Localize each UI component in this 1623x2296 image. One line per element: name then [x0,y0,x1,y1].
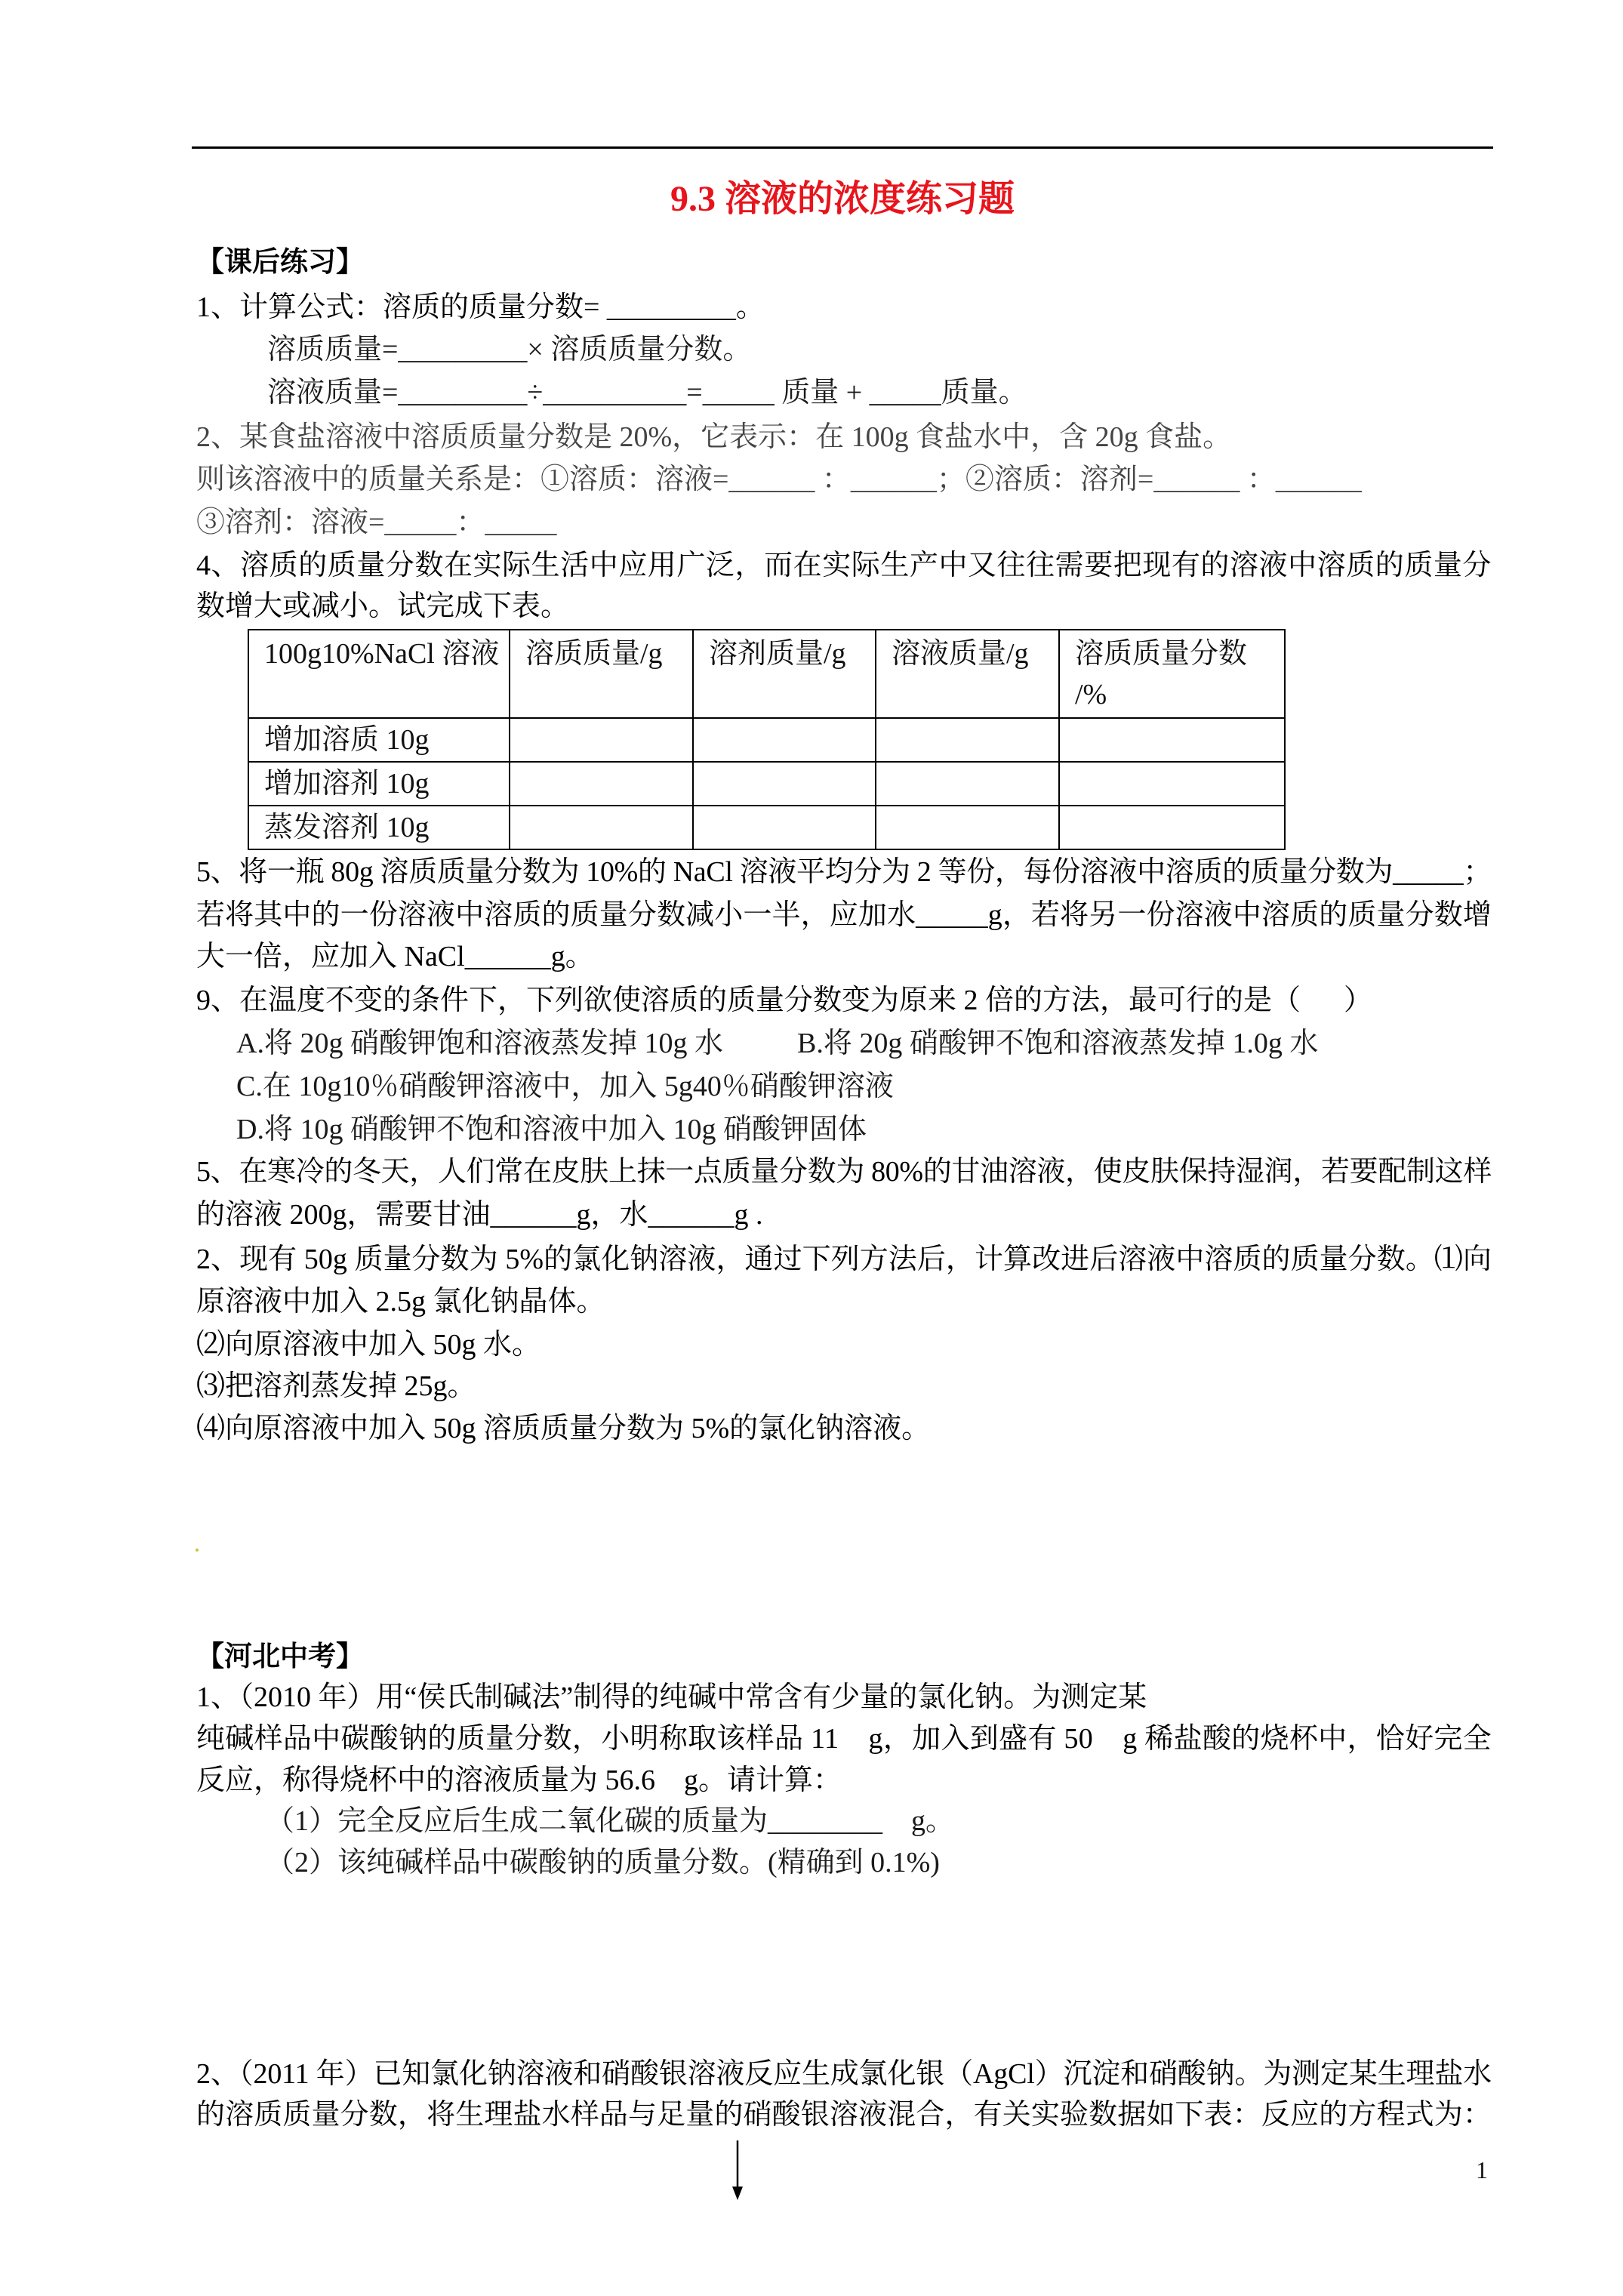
table-cell-empty [693,718,876,762]
table-cell-empty [693,806,876,849]
table-cell-empty [1059,806,1285,849]
q2-statement-line: 2、某食盐溶液中溶质质量分数是 20%，它表示：在 100g 食盐水中，含 20g 食盐。 [196,421,1232,453]
q2-nacl-line-2: 原溶液中加入 2.5g 氯化钠晶体。 [196,1286,605,1318]
row-label: 增加溶质 10g [264,724,430,756]
hebei-q1-line-1: 1、（2010 年）用“侯氏制碱法”制得的纯碱中常含有少量的氯化钠。为测定某 [196,1681,1147,1713]
hebei-q1-sub-2: （2）该纯碱样品中碳酸钠的质量分数。(精确到 0.1%) [266,1847,940,1878]
page-title: 9.3 溶液的浓度练习题 [670,179,1015,219]
row-label: 蒸发溶剂 10g [264,812,430,843]
q9-option-d: D.将 10g 硝酸钾不饱和溶液中加入 10g 硝酸钾固体 [236,1114,867,1145]
table-cell-empty [510,806,693,849]
q2-nacl-line-1: 2、现有 50g 质量分数为 5%的氯化钠溶液，通过下列方法后，计算改进后溶液中溶质的质量分数。⑴向 [196,1244,1492,1275]
hebei-q1-line-2: 纯碱样品中碳酸钠的质量分数，小明称取该样品 11 g，加入到盛有 50 g 稀盐酸的烧杯中，恰好完全 [196,1723,1492,1755]
q2-nacl-method-4: ⑷向原溶液中加入 50g 溶质质量分数为 5%的氯化钠溶液。 [196,1413,931,1444]
table-header-cell [693,630,876,718]
q5-glycerin-line-1: 5、在寒冷的冬天，人们常在皮肤上抹一点质量分数为 80%的甘油溶液，使皮肤保持湿润，若要配制这样 [196,1156,1492,1188]
table-cell-empty [876,762,1059,806]
section-heading-hebei-exam: 【河北中考】 [196,1641,364,1672]
table-header-cell [876,630,1059,718]
q1-solution-mass-line: 溶液质量=_________÷__________=_____ 质量 + _____质量。 [267,377,1027,408]
table-header-cell [1059,630,1285,718]
q2-ratio-line-1: 则该溶液中的质量关系是：①溶质：溶液=______ ：______；②溶质：溶剂=______ ：______ [196,464,1362,495]
table-row [248,718,1285,762]
q5-split-line-2: 若将其中的一份溶液中溶质的质量分数减小一半，应加水_____g，若将另一份溶液中溶质的质量分数增 [196,899,1492,931]
q2-ratio-line-2: ③溶剂：溶液=_____：_____ [196,507,557,538]
table-row [248,806,1285,849]
q9-option-b: B.将 20g 硝酸钾不饱和溶液蒸发掉 1.0g 水 [797,1028,1319,1059]
header-solvent-mass: 溶剂质量/g [709,638,846,670]
hebei-q1-line-3: 反应，称得烧杯中的溶液质量为 56.6 g。请计算： [196,1764,842,1796]
table-cell-empty [876,718,1059,762]
table-cell-empty [510,762,693,806]
section-heading-after-class: 【课后练习】 [196,247,364,278]
q9-stem: 9、在温度不变的条件下，下列欲使溶质的质量分数变为原来 2 倍的方法，最可行的是（ ） [196,985,1373,1016]
q4-text-line-2: 数增大或减小。试完成下表。 [196,590,570,622]
header-solution-mass: 溶液质量/g [892,638,1029,670]
table-cell-empty [1059,718,1285,762]
hebei-q2-line-2: 的溶质质量分数，将生理盐水样品与足量的硝酸银溶液混合，有关实验数据如下表：反应的方程式为： [196,2099,1492,2131]
stray-dot [196,1549,199,1552]
table-cell-empty [510,718,693,762]
table-header-cell [510,630,693,718]
table-header-row [248,630,1285,718]
q4-answer-table [248,629,1286,850]
header-solution-label: 100g10%NaCl 溶液 [264,638,500,670]
table-row-label-cell [248,806,510,849]
q2-nacl-method-2: ⑵向原溶液中加入 50g 水。 [196,1329,541,1361]
page-number: 1 [1476,2156,1488,2184]
q9-option-a: A.将 20g 硝酸钾饱和溶液蒸发掉 10g 水 [236,1028,723,1059]
q1-solute-mass-line: 溶质质量=_________× 溶质质量分数。 [267,334,752,365]
header-mass-fraction: 溶质质量分数 /% [1075,638,1248,710]
header-solute-mass: 溶质质量/g [525,638,663,670]
down-arrow-icon [728,2137,747,2205]
table-row-label-cell [248,718,510,762]
table-row-label-cell [248,762,510,806]
q4-text-line-1: 4、溶质的质量分数在实际生活中应用广泛，而在实际生产中又往往需要把现有的溶液中溶质的质量分 [196,550,1492,581]
table-cell-empty [1059,762,1285,806]
table-header-cell [248,630,510,718]
q9-option-c: C.在 10g10％硝酸钾溶液中，加入 5g40％硝酸钾溶液 [236,1071,894,1102]
header-rule [192,146,1493,149]
table-row [248,762,1285,806]
q5-glycerin-line-2: 的溶液 200g，需要甘油______g，水______g . [196,1199,763,1231]
row-label: 增加溶剂 10g [264,768,430,800]
q5-split-line-1: 5、将一瓶 80g 溶质质量分数为 10%的 NaCl 溶液平均分为 2 等份，每份溶液中溶质的质量分数为_____； [196,856,1492,888]
hebei-q1-sub-1: （1）完全反应后生成二氧化碳的质量为________ g。 [266,1805,955,1837]
hebei-q2-line-1: 2、（2011 年）已知氯化钠溶液和硝酸银溶液反应生成氯化银（AgCl）沉淀和硝酸钠。为测定某生理盐水 [196,2058,1492,2090]
table-cell-empty [693,762,876,806]
q5-split-line-3: 大一倍，应加入 NaCl______g。 [196,941,594,972]
q1-formula-line: 1、计算公式：溶质的质量分数= _________。 [196,291,765,323]
table-cell-empty [876,806,1059,849]
q2-nacl-method-3: ⑶把溶剂蒸发掉 25g。 [196,1370,476,1402]
